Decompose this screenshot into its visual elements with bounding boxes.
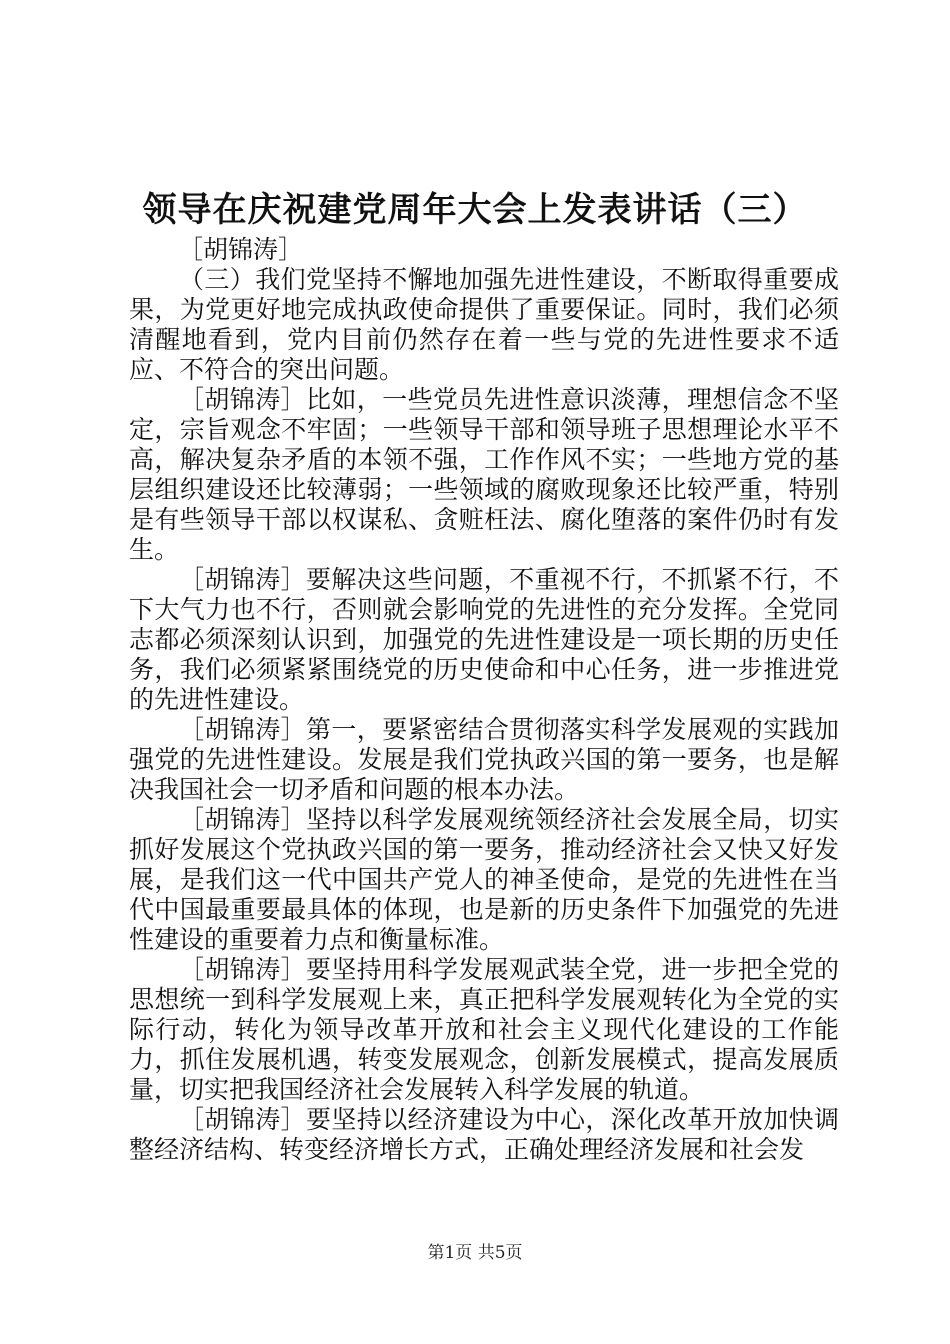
page-number-footer: 第1页 共5页 xyxy=(427,1243,523,1263)
paragraph: （三）我们党坚持不懈地加强先进性建设，不断取得重要成果，为党更好地完成执政使命提供了重要保证。同时，我们必须清醒地看到，党内目前仍然存在着一些与党的先进性要求不适应、不符合的突出问题。 xyxy=(129,265,839,384)
paragraph: ［胡锦涛］第一，要紧密结合贯彻落实科学发展观的实践加强党的先进性建设。发展是我们党执政兴国的第一要务，也是解决我国社会一切矛盾和问题的根本办法。 xyxy=(129,715,839,804)
document-title: 领导在庆祝建党周年大会上发表讲话（三） xyxy=(142,190,808,230)
paragraph: ［胡锦涛］要坚持以经济建设为中心，深化改革开放加快调整经济结构、转变经济增长方式，正确处理经济发展和社会发 xyxy=(129,1105,839,1164)
document-body xyxy=(129,265,839,1165)
author-tag: ［胡锦涛］ xyxy=(178,235,304,264)
paragraph: ［胡锦涛］坚持以科学发展观统领经济社会发展全局，切实抓好发展这个党执政兴国的第一要务，推动经济社会又快又好发展，是我们这一代中国共产党人的神圣使命，是党的先进性在当代中国最重要最具体的体现，也是新的历史条件下加强党的先进性建设的重要着力点和衡量标准。 xyxy=(129,805,839,954)
paragraph: ［胡锦涛］比如，一些党员先进性意识淡薄，理想信念不坚定，宗旨观念不牢固；一些领导干部和领导班子思想理论水平不高，解决复杂矛盾的本领不强，工作作风不实；一些地方党的基层组织建设还比较薄弱；一些领域的腐败现象还比较严重，特别是有些领导干部以权谋私、贪赃枉法、腐化堕落的案件仍时有发生。 xyxy=(129,385,839,564)
paragraph: ［胡锦涛］要解决这些问题，不重视不行，不抓紧不行，不下大气力也不行，否则就会影响党的先进性的充分发挥。全党同志都必须深刻认识到，加强党的先进性建设是一项长期的历史任务，我们必须紧紧围绕党的历史使命和中心任务，进一步推进党的先进性建设。 xyxy=(129,565,839,714)
paragraph: ［胡锦涛］要坚持用科学发展观武装全党，进一步把全党的思想统一到科学发展观上来，真正把科学发展观转化为全党的实际行动，转化为领导改革开放和社会主义现代化建设的工作能力，抓住发展机遇，转变发展观念，创新发展模式，提高发展质量，切实把我国经济社会发展转入科学发展的轨道。 xyxy=(129,955,839,1104)
